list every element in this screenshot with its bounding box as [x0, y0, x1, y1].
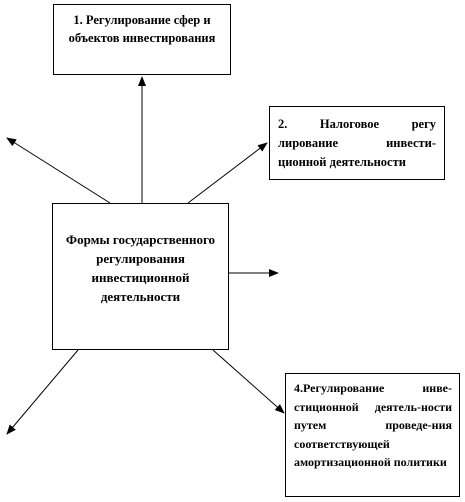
box-forms-central [52, 203, 229, 350]
arrow-to-box-4 [213, 350, 284, 413]
arrow-to-box-2 [188, 143, 267, 203]
box-tax-regulation-text: 2. Налоговое регу лирование инвести-ционной деятельности [278, 117, 436, 169]
arrow-upper-left [7, 138, 110, 203]
box-tax-regulation [269, 106, 445, 180]
box-amortization-policy-text: 4.Регулирование инве-стиционной деятель-ности путем проведе-ния соответствующей амортизационной политики [294, 381, 452, 469]
box-amortization-policy [285, 373, 460, 497]
box-regulation-spheres [53, 4, 231, 75]
arrow-lower-left [7, 350, 78, 434]
box-forms-central-text: Формы государственного регулирования инвестиционной деятельности [65, 232, 216, 304]
box-regulation-spheres-text: 1. Регулирование сфер и объектов инвестирования [68, 13, 216, 45]
